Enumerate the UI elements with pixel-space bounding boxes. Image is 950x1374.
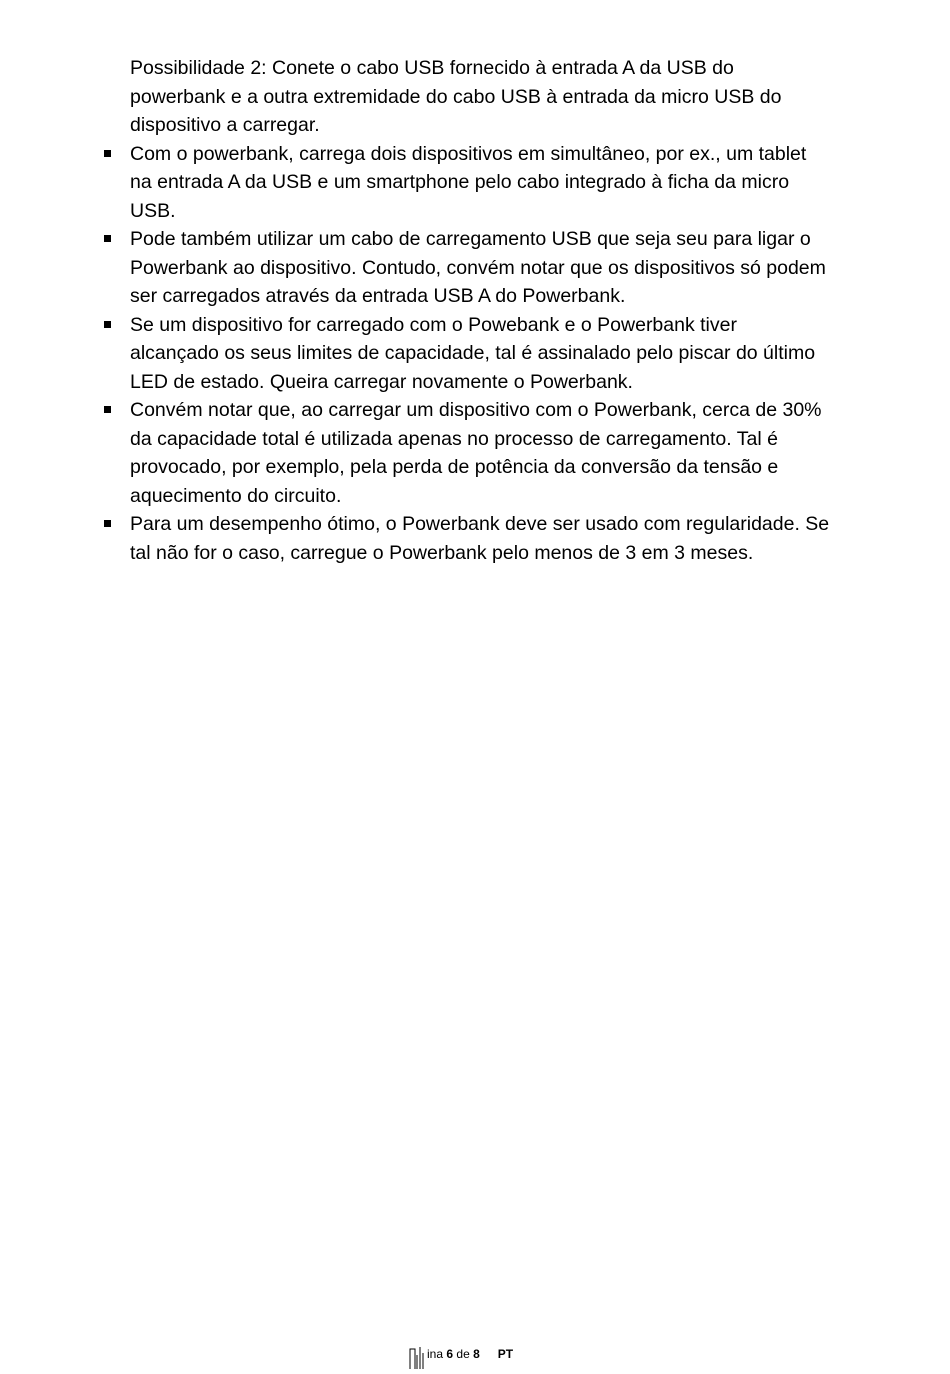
page-number [427, 1347, 480, 1361]
bullet-text: Com o powerbank, carrega dois dispositivos em simultâneo, por ex., um tablet na entrada A da USB e um smartphone pelo cabo integrado à ficha da micro USB. [130, 142, 807, 222]
square-bullet-icon [104, 406, 111, 413]
bullet-list [130, 140, 830, 568]
total-pages: 8 [473, 1347, 480, 1361]
language-code: PT [497, 1347, 514, 1361]
square-bullet-icon [104, 321, 111, 328]
garbled-glyph-icon [408, 1344, 426, 1370]
page-footer [408, 1344, 513, 1374]
bullet-item [130, 140, 830, 226]
square-bullet-icon [104, 150, 111, 157]
bullet-text: Se um dispositivo for carregado com o Powebank e o Powerbank tiver alcançado os seus limites de capacidade, tal é assinalado pelo piscar do último LED de estado. Queira carregar novamente o Powerbank. [130, 313, 816, 393]
page-label: ina [427, 1347, 444, 1361]
bullet-text: Pode também utilizar um cabo de carregamento USB que seja seu para ligar o Powerbank ao dispositivo. Contudo, convém notar que os dispositivos só podem ser carregados através da entrada USB A do Powerbank. [130, 228, 826, 307]
square-bullet-icon [104, 235, 111, 242]
intro-paragraph: Possibilidade 2: Conete o cabo USB fornecido à entrada A da USB do powerbank e a outra extremidade do cabo USB à entrada da micro USB do dispositivo a carregar. [130, 57, 782, 136]
current-page: 6 [446, 1347, 454, 1361]
bullet-item [130, 510, 830, 567]
bullet-item [130, 396, 830, 510]
bullet-item [130, 225, 830, 311]
bullet-item [130, 311, 830, 397]
page-of: de [456, 1347, 470, 1361]
square-bullet-icon [104, 520, 111, 527]
bullet-text: Para um desempenho ótimo, o Powerbank deve ser usado com regularidade. Se tal não for o caso, carregue o Powerbank pelo menos de 3 em 3 meses. [130, 513, 830, 564]
bullet-text: Convém notar que, ao carregar um dispositivo com o Powerbank, cerca de 30% da capacidade total é utilizada apenas no processo de carregamento. Tal é provocado, por exemplo, pela perda de potência da conversão da tensão e aquecimento do circuito. [130, 399, 822, 507]
body-text [130, 54, 830, 567]
